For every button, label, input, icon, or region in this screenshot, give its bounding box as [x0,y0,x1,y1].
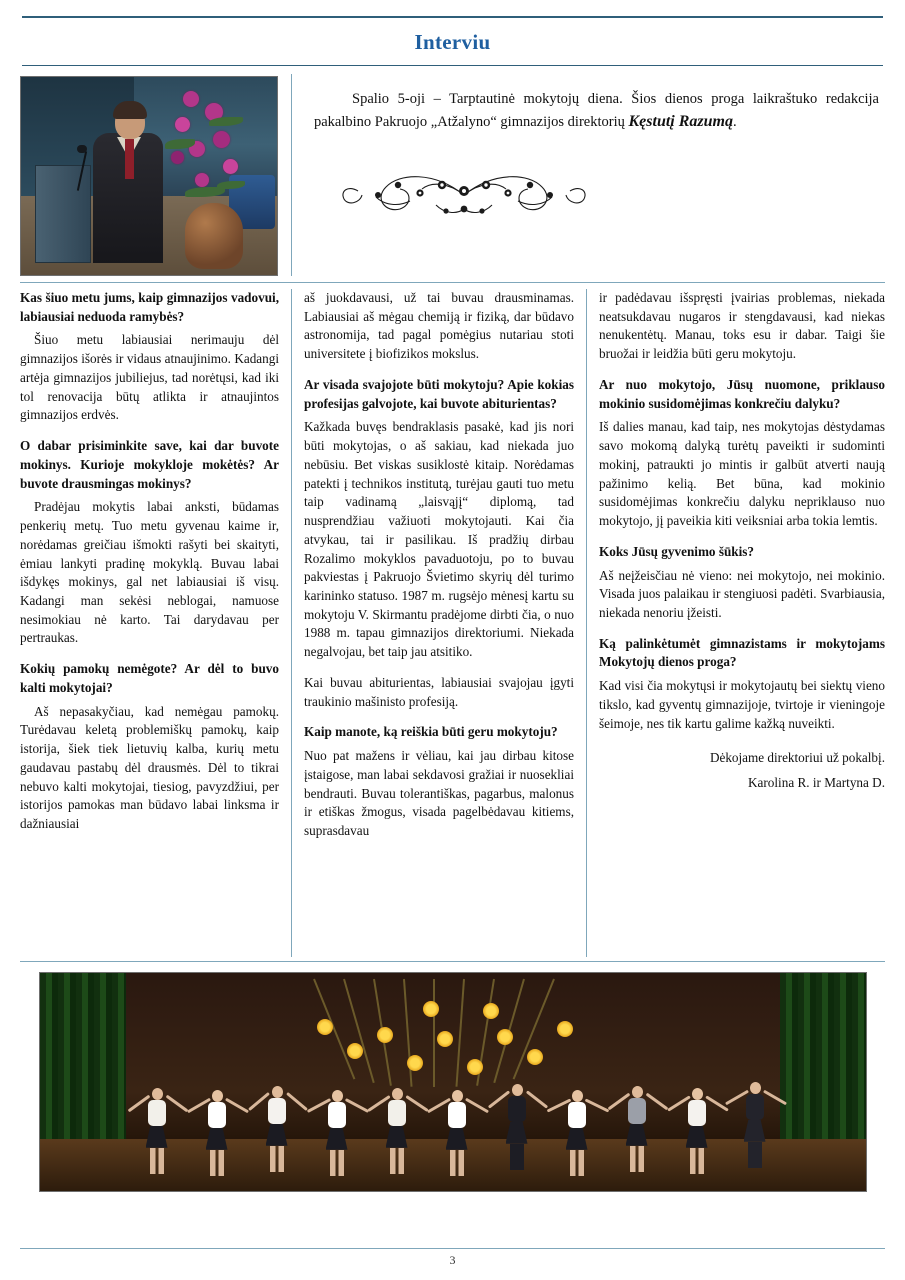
photo-speaker-hair [113,101,147,119]
photo-flower-bouquet [165,87,261,207]
answer-5: Nuo pat mažens ir vėliau, kai jau dirbau kitose įstaigose, man labai sekdavosi gražiai ir nuosekliai bendrauti. Buvau tolerantiškas, pagarbus, malonus ir etiškas žmogus, visada pagelbėdavau kitiems, suprasdavau [304,748,574,839]
answer-4: Kažkada buvęs bendraklasis pasakė, kad jis nori būti mokytojas, o aš sakiau, kad niekada juo nebūsiu. Bet viskas susiklostė kitaip. Norėdamas patekti į technikos institutą, turėjau gauti tuo metu taip vadinamą „laisvąjį“ diplomą, tad nusprendžiau važiuoti mokytojauti. Kai čia atvykau, tai ir pasilikau. Iš pradžių dirbau Rozalimo mokyklos pavaduotoju, po to buvau pakviestas į Pakruojo Švietimo skyrių dėl turimo karininko statuso. 1987 m. rugsėjo mėnesį kartu su mokytoju V. Skirmantu pradėjome dirbti čia, o nuo 1988 m. tapau gimnazijos direktoriumi. Niekada negalvojau, bet taip jau atsitiko. [304,419,574,660]
answer-6: Iš dalies manau, kad taip, nes mokytojas dėstydamas savo mokomą dalyką turėtų pavеikti ir sudominti mokinį, patraukti jo mintis ir galbūt atverti naują pažinimo kelią. Bet būna, kad mokinio susidomėjimas konkrečiu dalyku nepriklauso nuo mokytojo, jį paveikia kiti veiksniai arba tokia lemtis. [599,419,885,529]
answer-4b: Kai buvau abiturientas, labiausiai svajojau įgyti traukinio mašinisto profesiją. [304,674,574,709]
photo-microphone-head [77,145,87,153]
intro-column [292,74,885,276]
intro-lead-end: . [732,113,737,130]
question-1: Kas šiuo metu jums, kaip gimnazijos vadovui, labiausiai neduoda ramybės? [20,290,279,324]
question-5: Kaip manote, ką reiškia būti geru mokytoju? [304,724,558,740]
top-section [20,74,885,283]
answer-2: Pradėjau mokytis labai anksti, būdamas penkerių metų. Tuo metu gyvenau kaime ir, norėdamas greičiau išmokti rašyti bei skaityti, ėmiau lankyti pradinę mokyklą. Buvau labai išdykęs mokinys, gal net labiausiai iš visų. Kadangi man sekėsi neblogai, namuose nesimokiau nė karto. Tai darydavau per pertraukas. [20,499,279,646]
bottom-photo-section [20,961,885,1192]
director-podium-photo [20,76,278,276]
article-body [20,289,885,957]
question-4: Ar visada svajojote būti mokytoju? Apie kokias profesijas galvojote, kai buvote abiturientas? [304,376,574,411]
photo-podium [35,165,91,263]
authors-line: Karolina R. ir Martyna D. [748,775,885,791]
photo-speaker-tie [125,139,134,179]
question-7: Koks Jūsų gyvenimo šūkis? [599,543,755,559]
question-2: O dabar prisiminkite save, kai dar buvote mokinys. Kurioje mokykloje mokėtės? Ar buvote drausmingas mokinys? [20,438,279,491]
answer-1: Šiuo metu labiausiai nerimauju dėl gimnazijos išorės ir vidaus atnaujinimo. Kadangi artėja gimnazijos jubiliejus, tad norėtųsi, kad iki tol renovacija būtų atlikta ir atnaujintos gimnazijos erdvės. [20,332,279,423]
intro-paragraph [314,89,879,133]
answer-3-continued: aš juokdavausi, už tai buvau drausminamas. Labiausiai aš mėgau chemiją ir fiziką, dar būdavo astronomija, tad pagal pomėgius nutariau stoti universitete į biofizikos mokslus. [304,290,574,362]
answer-3: Aš nepasakyčiau, kad nemėgau pamokų. Turėdavau keletą problemiškų pamokų, kaip istorija, šiek tiek lietuvių kalba, kurių metu gaudavau pastabų dėl drausmės. Dėl to tikrai nebuvo kalti mokytojai, tiesiog, pavyzdžiui, per istorijos pamokas man būdavo labai linksma ir dažniausiai [20,703,279,832]
photo-flower-garland [303,979,603,1099]
intro-lead-text: Spalio 5-oji – Tarptautinė mokytojų diena. Šios dienos proga laikraštuko redakcija pakalbino Pakruojo „Atžalyno“ gimnazijos direktorių [314,90,879,130]
page-footer [20,1248,885,1268]
column-2 [292,289,587,957]
page-title: Interviu [414,30,491,54]
thanks-line: Dėkojame direktoriui už pokalbį. [709,750,885,766]
answer-7: Aš neįžeisčiau nė vieno: nei mokytojo, nei mokinio. Visada juos palaikau ir stengiuosi padėti. Svarbiausia, niekada nenoriu įžeisti. [599,567,885,621]
column-3 [587,289,885,957]
question-6: Ar nuo mokytojo, Jūsų nuomone, priklauso mokinio susidomėjimas konkrečiu dalyku? [599,376,885,411]
question-8: Ką palinkėtumėt gimnazistams ir mokytojams Mokytojų dienos proga? [599,635,885,670]
photo-vase [185,203,243,269]
column-1 [20,289,292,957]
page-number: 3 [449,1253,456,1267]
question-3: Kokių pamokų nemėgote? Ar dėl to buvo kalti mokytojai? [20,661,279,695]
interviewee-name: Kęstutį Razumą [628,112,733,130]
page-header [22,16,883,66]
answer-8: Kad visi čia mokytųsi ir mokytojautų bei siektų vieno tikslo, kad gyventų gimnazijoje, tvirtoje ir vieningoje šeimoje, nes tik kartu galime kažką nuveikti. [599,678,885,731]
signature-block [599,749,885,792]
floral-divider-ornament [314,161,614,223]
students-dance-photo [39,972,867,1192]
top-photo-column [20,74,292,276]
answer-5-continued: ir padėdavau išspręsti įvairias problemas, niekada neatsukdavau nugaros ir stengdavausi, kad niekas nenukentėtų. Manau, toks esu ir dabar. Taigi šie bruožai ir leidžia būti geru mokytoju. [599,290,885,362]
